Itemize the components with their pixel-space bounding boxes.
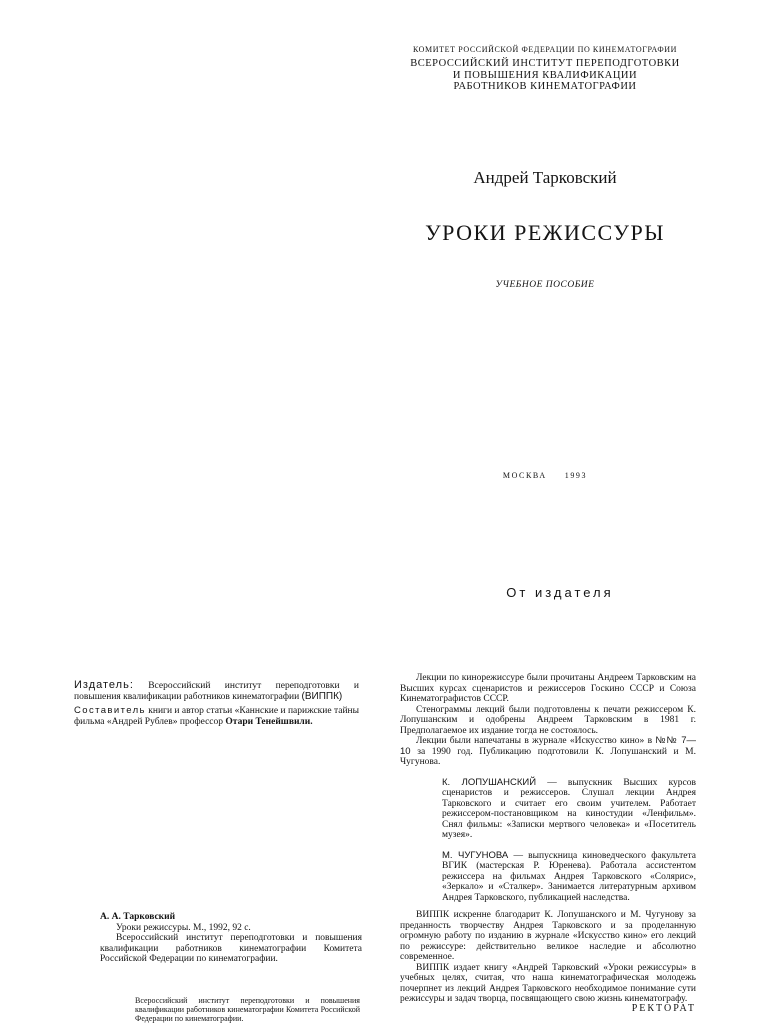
paragraph: Стенограммы лекций были подготовлены к печати режиссером К. Лопушанским и одобрены Андреем Тарковским в 1981 г. Предполагаемое их издание тогда не состоялось. — [400, 704, 696, 736]
institute-name — [390, 58, 700, 93]
imprint-year: 1993 — [564, 471, 588, 480]
compiler-text: книги и автор статьи «Каннские и парижские тайны фильма «Андрей Рублев» профессор — [74, 706, 360, 727]
compiler-label: Составитель — [74, 705, 146, 716]
bio-lopushansky — [442, 778, 696, 841]
paragraph: Лекции по кинорежиссуре были прочитаны Андреем Тарковским на Высших курсах сценаристов и режиссеров Госкино СССР и Союза Кинематографистов СССР. — [400, 673, 696, 704]
bio-name: К. ЛОПУШАНСКИЙ — [442, 776, 537, 788]
paragraph-start: Лекции были напечатаны в журнале «Искусство кино» в — [416, 736, 653, 746]
bio-text: — выпускница киноведческого факультета ВГИК (мастерская Р. Юренева). Работала ассистентом режиссера на фильмах Андрея Тарковского «Солярис», «Зеркало» и «Сталкер». Занимается литературным архивом Андрея Тарковского, публикацией наследства. — [442, 850, 696, 903]
imprint — [470, 471, 620, 480]
publisher-text: Всероссийский институт переподготовки и повышения квалификации работников кинематографии — [74, 681, 360, 702]
from-publisher-text — [400, 673, 696, 1005]
bio-name: М. ЧУГУНОВА — [442, 849, 509, 861]
publisher-abbr: (ВИППК) — [301, 690, 343, 702]
footer-note: Всероссийский институт переподготовки и повышения квалификации работников кинематографии Комитета Российской Федерации по кинематографии. — [135, 996, 360, 1023]
bio-text: — выпускник Высших курсов сценаристов и режиссеров. Слушал лекции Андрея Тарковского и считает его своим учителем. Работает режиссером-постановщиком на киностудии «Ленфильм». Снял фильмы: «Записки мертвого человека» и «Посетитель музея». — [442, 777, 696, 840]
institute-line: ВСЕРОССИЙСКИЙ ИНСТИТУТ ПЕРЕПОДГОТОВКИ — [410, 58, 680, 69]
book-title: УРОКИ РЕЖИССУРЫ — [425, 220, 665, 245]
citation-description: Всероссийский институт переподготовки и повышения квалификации работников кинематографии Комитета Российской Федерации по кинематографии. — [100, 933, 362, 964]
paragraph — [400, 736, 696, 768]
issue-numbers: №№ 7—10 — [400, 735, 696, 757]
publisher-label: Издатель: — [74, 679, 134, 691]
institute-line: И ПОВЫШЕНИЯ КВАЛИФИКАЦИИ — [452, 69, 638, 81]
author-name: Андрей Тарковский — [473, 168, 617, 187]
citation-line: Уроки режиссуры. М., 1992, 92 с. — [116, 922, 251, 933]
from-publisher-heading: От издателя — [506, 585, 614, 600]
institute-line: РАБОТНИКОВ КИНЕМАТОГРАФИИ — [453, 81, 637, 92]
publisher-info — [74, 680, 359, 727]
paragraph: ВИППК издает книгу «Андрей Тарковский «Уроки режиссуры» в учебных целях, считая, что наша кинематографическая молодежь почерпнет из лекций Андрея Тарковского необходимое понимание сути режиссуры и задач творца, посвящающего свою жизнь кинематографу. — [400, 962, 696, 1004]
imprint-city: МОСКВА — [502, 471, 547, 480]
signature: РЕКТОРАТ — [631, 1003, 696, 1014]
committee-line: КОМИТЕТ РОССИЙСКОЙ ФЕДЕРАЦИИ ПО КИНЕМАТОГРАФИИ — [412, 45, 678, 54]
citation-author: А. А. Тарковский — [100, 912, 176, 922]
compiler-entry — [74, 706, 359, 727]
paragraph-end: за 1990 год. Публикацию подготовили К. Лопушанский и М. Чугунова. — [400, 746, 696, 767]
bio-chugunova — [442, 851, 696, 904]
citation — [100, 912, 362, 965]
paragraph: ВИППК искренне благодарит К. Лопушанского и М. Чугунову за преданность творчеству Андрея Тарковского и за проделанную огромную работу по изданию в журнале «Искусство кино» его лекций по режиссуре: действительно великое наследие и абсолютно современное. — [400, 910, 696, 962]
book-subtitle: УЧЕБНОЕ ПОСОБИЕ — [495, 280, 595, 290]
publisher-entry — [74, 680, 359, 702]
compiler-name: Отари Тенейшвили. — [225, 716, 313, 727]
